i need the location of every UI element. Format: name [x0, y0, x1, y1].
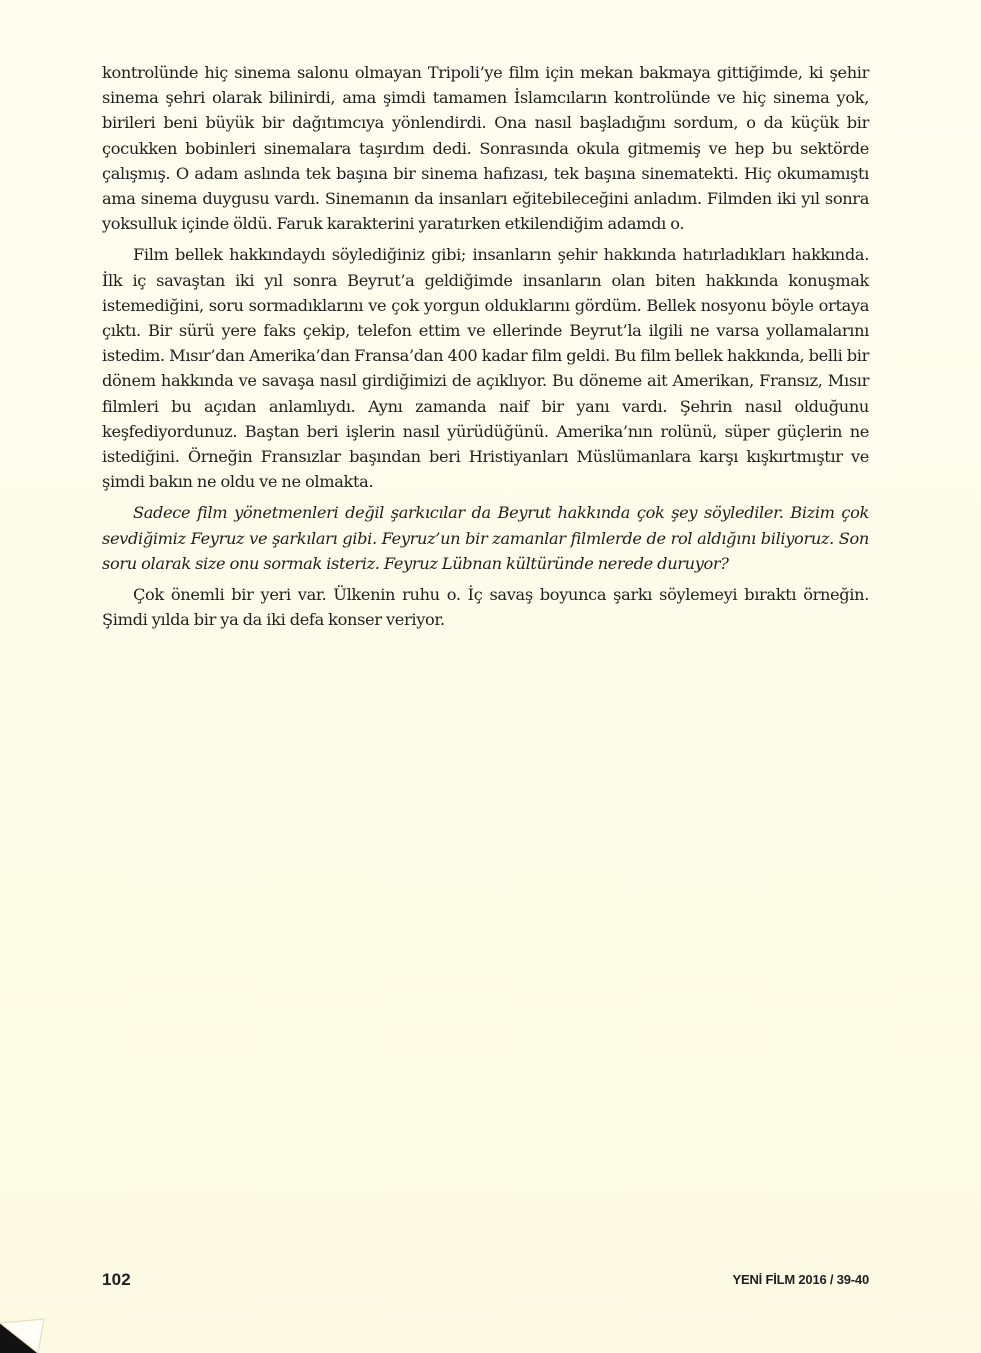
folded-page-corner-icon	[0, 1313, 48, 1353]
answer-paragraph-continuation: kontrolünde hiç sinema salonu olmayan Tripoli’ye film için mekan bakmaya gittiğimde, ki şehir sinema şehri olarak bilinirdi, ama şimdi tamamen İslamcıların kontrolünde ve hiç sinema yok, birileri beni büyük bir dağıtımcıya yönlendirdi. Ona nasıl başladığını sordum, o da küçük bir çocukken bobinleri sinemalara taşırdım dedi. Sonrasında okula gitmemiş ve hep bu sektörde çalışmış. O adam aslında tek başına bir sinema hafızası, tek başına sinematekti. Hiç okumamıştı ama sinema duygusu vardı. Sinemanın da insanları eğitebileceğini anladım. Filmden iki yıl sonra yoksulluk içinde öldü. Faruk karakterini yaratırken etkilendiğim adamdı o.	[102, 63, 869, 234]
journal-reference: YENİ FİLM 2016 / 39-40	[732, 1272, 869, 1287]
answer-paragraph: Çok önemli bir yeri var. Ülkenin ruhu o. İç savaş boyunca şarkı söylemeyi bıraktı örneğin. Şimdi yılda bir ya da iki defa konser veriyor.	[102, 585, 869, 630]
article-body	[102, 60, 869, 638]
page-number: 102	[102, 1270, 131, 1289]
question-paragraph: Sadece film yönetmenleri değil şarkıcılar da Beyrut hakkında çok şey söylediler. Bizim çok sevdiğimiz Feyruz ve şarkıları gibi. Feyruz’un bir zamanlar filmlerde de rol aldığını biliyoruz. Son soru olarak size onu sormak isteriz. Feyruz Lübnan kültüründe nerede duruyor?	[102, 503, 869, 573]
answer-paragraph: Film bellek hakkındaydı söylediğiniz gibi; insanların şehir hakkında hatırladıkları hakkında. İlk iç savaştan iki yıl sonra Beyrut’a geldiğimde insanların olan biten hakkında konuşmak istemediğini, soru sormadıklarını ve çok yorgun olduklarını gördüm. Bellek nosyonu böyle ortaya çıktı. Bir sürü yere faks çekip, telefon ettim ve ellerinde Beyrut’la ilgili ne varsa yollamalarını istedim. Mısır’dan Amerika’dan Fransa’dan 400 kadar film geldi. Bu film bellek hakkında, belli bir dönem hakkında ve savaşa nasıl girdiğimizi de açıklıyor. Bu döneme ait Amerikan, Fransız, Mısır filmleri bu açıdan anlamlıydı. Aynı zamanda naif bir yanı vardı. Şehrin nasıl olduğunu keşfediyordunuz. Baştan beri işlerin nasıl yürüdüğünü. Amerika’nın rolünü, süper güçlerin ne istediğini. Örneğin Fransızlar başından beri Hristiyanları Müslümanlara karşı kışkırtmıştır ve şimdi bakın ne oldu ve ne olmakta.	[102, 245, 869, 492]
page-footer	[102, 1270, 869, 1290]
